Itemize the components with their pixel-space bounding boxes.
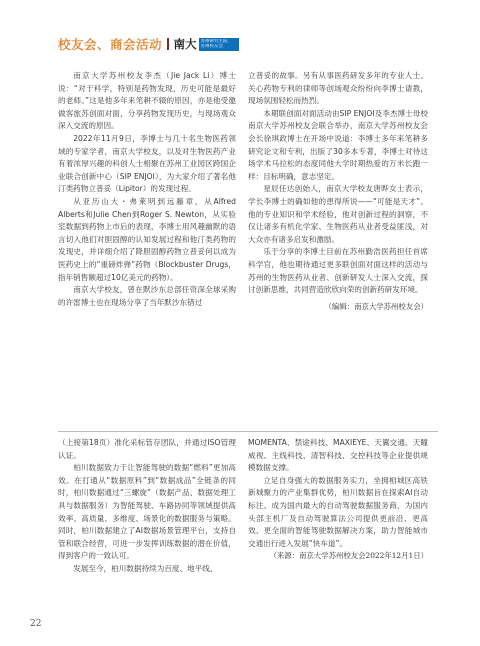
paragraph: 立普妥的故事。另有从事医药研发多年的专业人士、关心药物专利的律师等创场观众纷纷向李博士请教，现场氛围轻松而热烈。 (248, 71, 428, 106)
editor-signature: （编辑：南京大学苏州校友会） (324, 301, 428, 311)
logo-badge (199, 38, 239, 51)
paragraph: 南京大学苏州校友李杰（Jie Jack Li）博士说：“对于科学，特别是药物发现，历史可能是最好的老师。”这是他多年来笔耕不辍的原因，亦是他受邀做客旅苏创面对面，分享药物发现历史，与现场观众深入交流的原因。 (58, 71, 236, 131)
paragraph: 从亚历山大・弗莱明到远藤章，从Alfred Alberts和Julie Chen到Roger S. Newton，从实验室数据到药物上市后的表现，李博士用风趣幽默的语言切入他们对胆固醇的认知发展过程和他汀类药物的发现史，并详细介绍了降胆固醇药物立普妥何以成为医药史上的“重磅炸弹”药物（Blockbuster Drugs，指年销售额超过10亿美元的药物）。 (58, 196, 236, 282)
paragraph: 星辰任达创始人，南京大学校友唐晔女士表示，学长李博士的确如他的患得所说——“可能是天才”。他的专业知识和学术经验，他对创新过程的洞察，不仅让诸多有机化学家、生物医药从业者受益匪浅，对大众亦有诸多启发和激励。 (248, 184, 428, 244)
section-header (58, 33, 239, 55)
article-bottom-right-column (248, 437, 428, 563)
nju-logo (174, 36, 239, 52)
paragraph: 本期联创面对面活动由SIP ENJOI及李杰博士母校南京大学苏州校友会联合举办，南京大学苏州校友会会长徐琪政博士在开场中说道：李博士多年来笔耕多研究论文和专利，出版了30多本专著，李博士对待这场学术马拉松的态度同他大学时期热爱的万米长跑一样：目标明确，意志坚定。 (248, 108, 428, 181)
paragraph: 2022年11月9日，李博士与几十名生物医药领域的专家学者，南京大学校友，以及对生物医药产业有着浓厚兴趣的科创人士相聚在苏州工业园区跨国企业联合创新中心（SIP ENJOI），为大家介绍了著名他汀类药物立普妥（Lipitor）的发现过程。 (58, 133, 236, 194)
paragraph: 南京大学校友，曾在默沙东总部任资深全球采购的许雷博士也在现场分享了当年默沙东错过 (58, 285, 236, 307)
paragraph: 乐于分享的李博士目前在苏州勤浩医药担任首席科学官，他也期待通过更多联创面对面这样的活动与苏州的生物医药从业者、创新研发人士深入交流，探讨创新思维，共同营造欣欣向荣的创新药研发环境。 (248, 247, 428, 295)
article-top-left-column (58, 70, 236, 309)
logo-badge-line2: 苏州校友会 (200, 44, 224, 49)
page-number: 22 (30, 619, 42, 629)
article-divider (58, 431, 438, 432)
article-top-right-column (248, 70, 428, 313)
paragraph: （上接第18页）准化采标管存团队，并通过ISO管理认证。 (58, 438, 236, 460)
paragraph: 立足自身强大的数据服务实力，坐拥相城区高铁新城聚力的产业集群优势，柏川数据旨在探索AI自动标注、成为国内最大的自动驾驶数据服务商，为国内头部主机厂及自动驾驶算法公司提供更前沿、更高效、更全面的智能驾驶数据解决方案，助力智能城市交通出行进入发展“快车道”。 (248, 475, 428, 548)
paragraph: 发展至今，柏川数据持续为百度、地平线、 (73, 563, 218, 573)
paragraph: 柏川数据致力于让智能驾驶的数据“燃料”更加高效。在打通从“数据原料”到“数据成品”全链条的同时，柏川数据通过“三螺旋”（数据产品、数据处理工具与数据服务）为智能驾驶、车路协同等领域提供高效率、高质量、多维度、场景化的数据服务与策略。同时，柏川数据建立了AI数据场景管理平台，支持自管和联合经营，可进一步发挥训练数据的潜在价值，得到客户的一致认可。 (58, 463, 236, 561)
paragraph: MOMENTA、禁途科技、MAXIEYE、天翼交通、天瞳威视、主线科技、清智科技、交控科技等企业提供规模数据支撑。 (248, 438, 428, 473)
logo-badge-line1: 苏州研究生院 (200, 38, 228, 44)
header-divider (167, 38, 169, 50)
section-title: 校友会、商会活动 (58, 37, 163, 52)
logo-text: 南大 (173, 37, 197, 51)
article-bottom-left-column (58, 437, 236, 576)
source-signature: （来源：南京大学苏州校友会2022年12月1日） (269, 551, 428, 561)
